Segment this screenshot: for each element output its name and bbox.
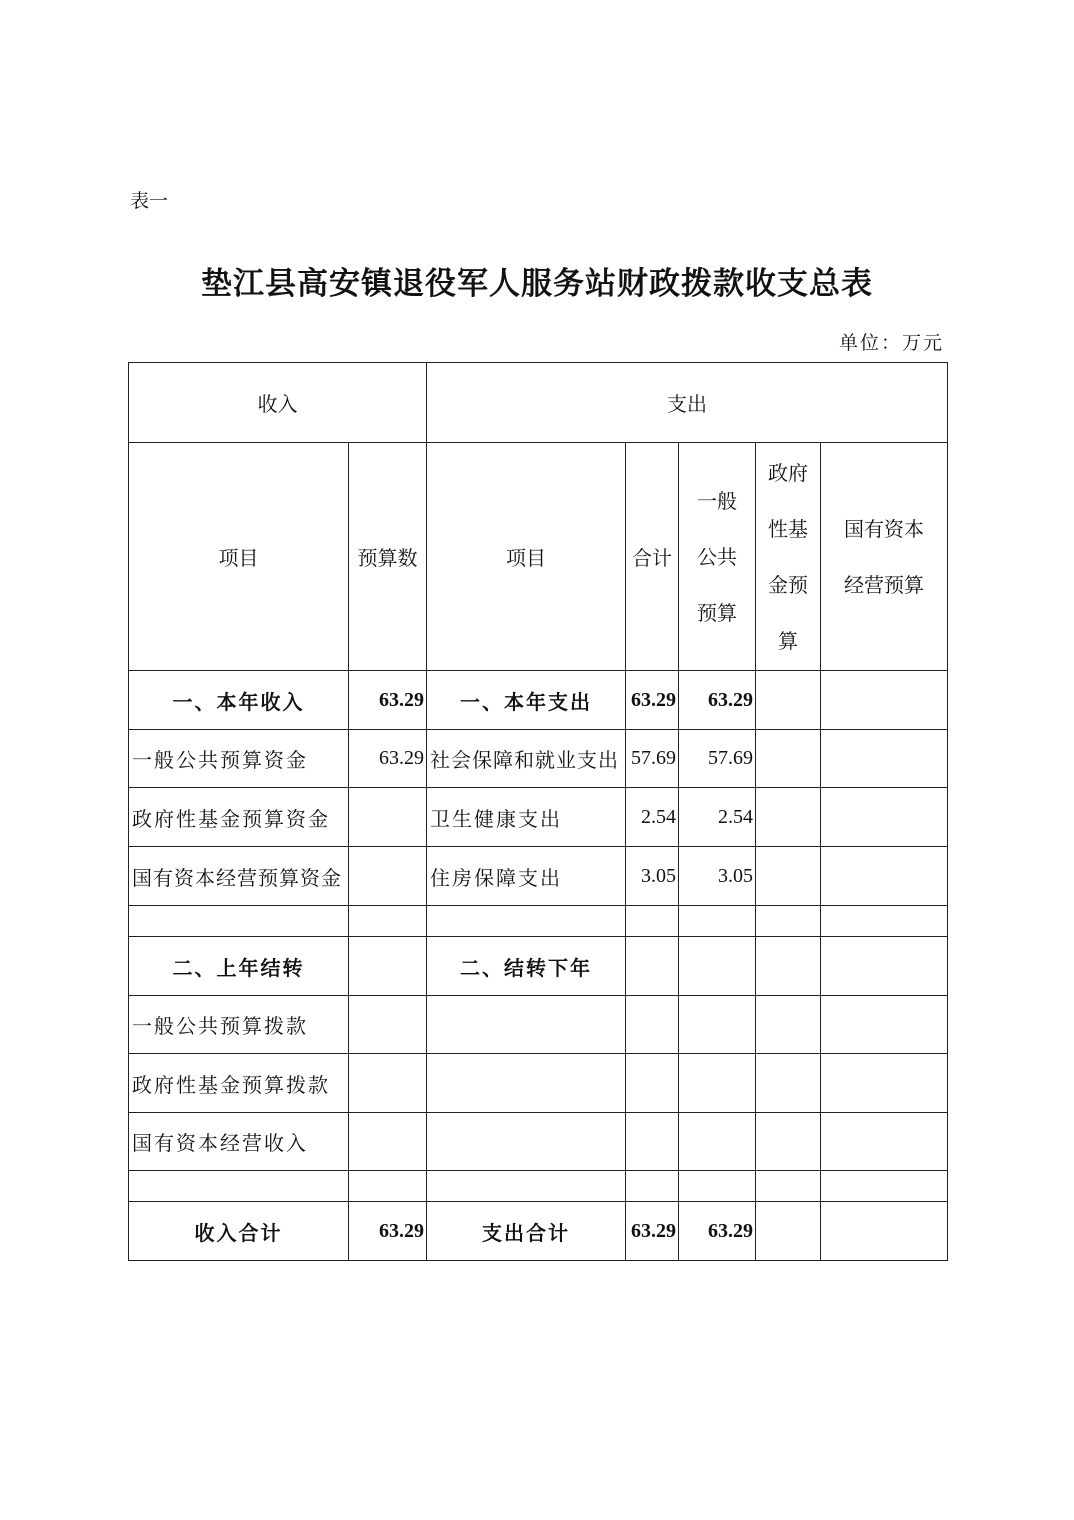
capital-cell xyxy=(821,671,948,730)
income-item-cell xyxy=(129,1171,349,1202)
fund-cell xyxy=(756,671,821,730)
capital-cell xyxy=(821,1054,948,1113)
income-item-cell: 一般公共预算资金 xyxy=(129,730,349,788)
general-public-line-3: 预算 xyxy=(697,600,737,625)
capital-cell xyxy=(821,1113,948,1171)
income-item-cell: 国有资本经营收入 xyxy=(129,1113,349,1171)
header-row-1 xyxy=(129,363,948,443)
table-row xyxy=(129,671,948,730)
gov-fund-budget-header xyxy=(756,443,821,671)
expense-item-cell: 社会保障和就业支出 xyxy=(427,730,626,788)
fund-cell xyxy=(756,1171,821,1202)
income-value-cell xyxy=(349,937,427,996)
income-item-cell: 一般公共预算拨款 xyxy=(129,996,349,1054)
income-item-cell xyxy=(129,906,349,937)
unit-label: 单位：万元 xyxy=(838,332,944,354)
table-row xyxy=(129,847,948,906)
expense-item-cell: 卫生健康支出 xyxy=(427,788,626,847)
income-value-cell xyxy=(349,1171,427,1202)
general-cell: 3.05 xyxy=(679,847,756,906)
fund-cell xyxy=(756,788,821,847)
income-item-cell: 二、上年结转 xyxy=(129,937,349,996)
general-cell xyxy=(679,906,756,937)
fund-cell xyxy=(756,730,821,788)
capital-total-value xyxy=(821,1202,948,1261)
expense-item-cell xyxy=(427,1171,626,1202)
total-cell xyxy=(626,1113,679,1171)
income-item-cell: 一、本年收入 xyxy=(129,671,349,730)
total-cell: 2.54 xyxy=(626,788,679,847)
table-row xyxy=(129,1171,948,1202)
income-value-cell xyxy=(349,996,427,1054)
table-row xyxy=(129,937,948,996)
expense-item-header: 项目 xyxy=(427,443,626,671)
total-cell xyxy=(626,906,679,937)
state-capital-budget-header xyxy=(821,443,948,671)
fund-cell xyxy=(756,1113,821,1171)
income-total-value: 63.29 xyxy=(349,1202,427,1261)
header-row-2 xyxy=(129,443,948,671)
income-value-cell: 63.29 xyxy=(349,671,427,730)
fund-cell xyxy=(756,906,821,937)
general-total-value: 63.29 xyxy=(679,1202,756,1261)
general-cell xyxy=(679,996,756,1054)
gov-fund-line-1: 政府 xyxy=(768,460,808,485)
gov-fund-line-2: 性基 xyxy=(768,516,808,541)
general-cell: 63.29 xyxy=(679,671,756,730)
fund-total-value xyxy=(756,1202,821,1261)
expense-item-cell: 二、结转下年 xyxy=(427,937,626,996)
fund-cell xyxy=(756,847,821,906)
gov-fund-line-4: 算 xyxy=(778,628,798,653)
expense-item-cell xyxy=(427,906,626,937)
fund-cell xyxy=(756,937,821,996)
gov-fund-line-3: 金预 xyxy=(768,572,808,597)
table-row xyxy=(129,1054,948,1113)
general-public-budget-header xyxy=(679,443,756,671)
income-item-cell: 政府性基金预算拨款 xyxy=(129,1054,349,1113)
expense-header: 支出 xyxy=(427,363,948,443)
total-cell xyxy=(626,996,679,1054)
general-cell xyxy=(679,1054,756,1113)
table-row xyxy=(129,996,948,1054)
table-row xyxy=(129,730,948,788)
income-value-cell: 63.29 xyxy=(349,730,427,788)
income-budget-header: 预算数 xyxy=(349,443,427,671)
general-cell xyxy=(679,1171,756,1202)
expense-item-cell: 一、本年支出 xyxy=(427,671,626,730)
income-value-cell xyxy=(349,906,427,937)
income-item-cell: 政府性基金预算资金 xyxy=(129,788,349,847)
income-value-cell xyxy=(349,788,427,847)
totals-row xyxy=(129,1202,948,1261)
general-public-line-1: 一般 xyxy=(697,488,737,513)
table-row xyxy=(129,788,948,847)
total-cell: 63.29 xyxy=(626,671,679,730)
capital-cell xyxy=(821,1171,948,1202)
expense-item-cell: 住房保障支出 xyxy=(427,847,626,906)
state-capital-line-1: 国有资本 xyxy=(844,517,925,541)
page-title: 垫江县高安镇退役军人服务站财政拨款收支总表 xyxy=(201,266,873,302)
income-value-cell xyxy=(349,847,427,906)
income-item-cell: 国有资本经营预算资金 xyxy=(129,847,349,906)
expense-item-cell xyxy=(427,1054,626,1113)
fund-cell xyxy=(756,1054,821,1113)
total-cell xyxy=(626,1054,679,1113)
expense-item-cell xyxy=(427,1113,626,1171)
income-value-cell xyxy=(349,1054,427,1113)
table-row xyxy=(129,906,948,937)
income-header: 收入 xyxy=(129,363,427,443)
state-capital-line-2: 经营预算 xyxy=(844,573,925,597)
general-cell xyxy=(679,937,756,996)
total-cell xyxy=(626,937,679,996)
capital-cell xyxy=(821,937,948,996)
fund-cell xyxy=(756,996,821,1054)
capital-cell xyxy=(821,788,948,847)
capital-cell xyxy=(821,996,948,1054)
income-total-label: 收入合计 xyxy=(129,1202,349,1261)
total-cell xyxy=(626,1171,679,1202)
income-item-header: 项目 xyxy=(129,443,349,671)
expense-item-cell xyxy=(427,996,626,1054)
general-public-line-2: 公共 xyxy=(697,544,737,569)
capital-cell xyxy=(821,847,948,906)
table-row xyxy=(129,1113,948,1171)
general-cell xyxy=(679,1113,756,1171)
general-cell: 57.69 xyxy=(679,730,756,788)
capital-cell xyxy=(821,730,948,788)
total-header: 合计 xyxy=(626,443,679,671)
general-cell: 2.54 xyxy=(679,788,756,847)
finance-summary-table xyxy=(128,362,948,1261)
total-cell: 57.69 xyxy=(626,730,679,788)
income-value-cell xyxy=(349,1113,427,1171)
total-cell: 3.05 xyxy=(626,847,679,906)
expense-total-label: 支出合计 xyxy=(427,1202,626,1261)
expense-total-value: 63.29 xyxy=(626,1202,679,1261)
table-label: 表一 xyxy=(130,190,169,212)
capital-cell xyxy=(821,906,948,937)
